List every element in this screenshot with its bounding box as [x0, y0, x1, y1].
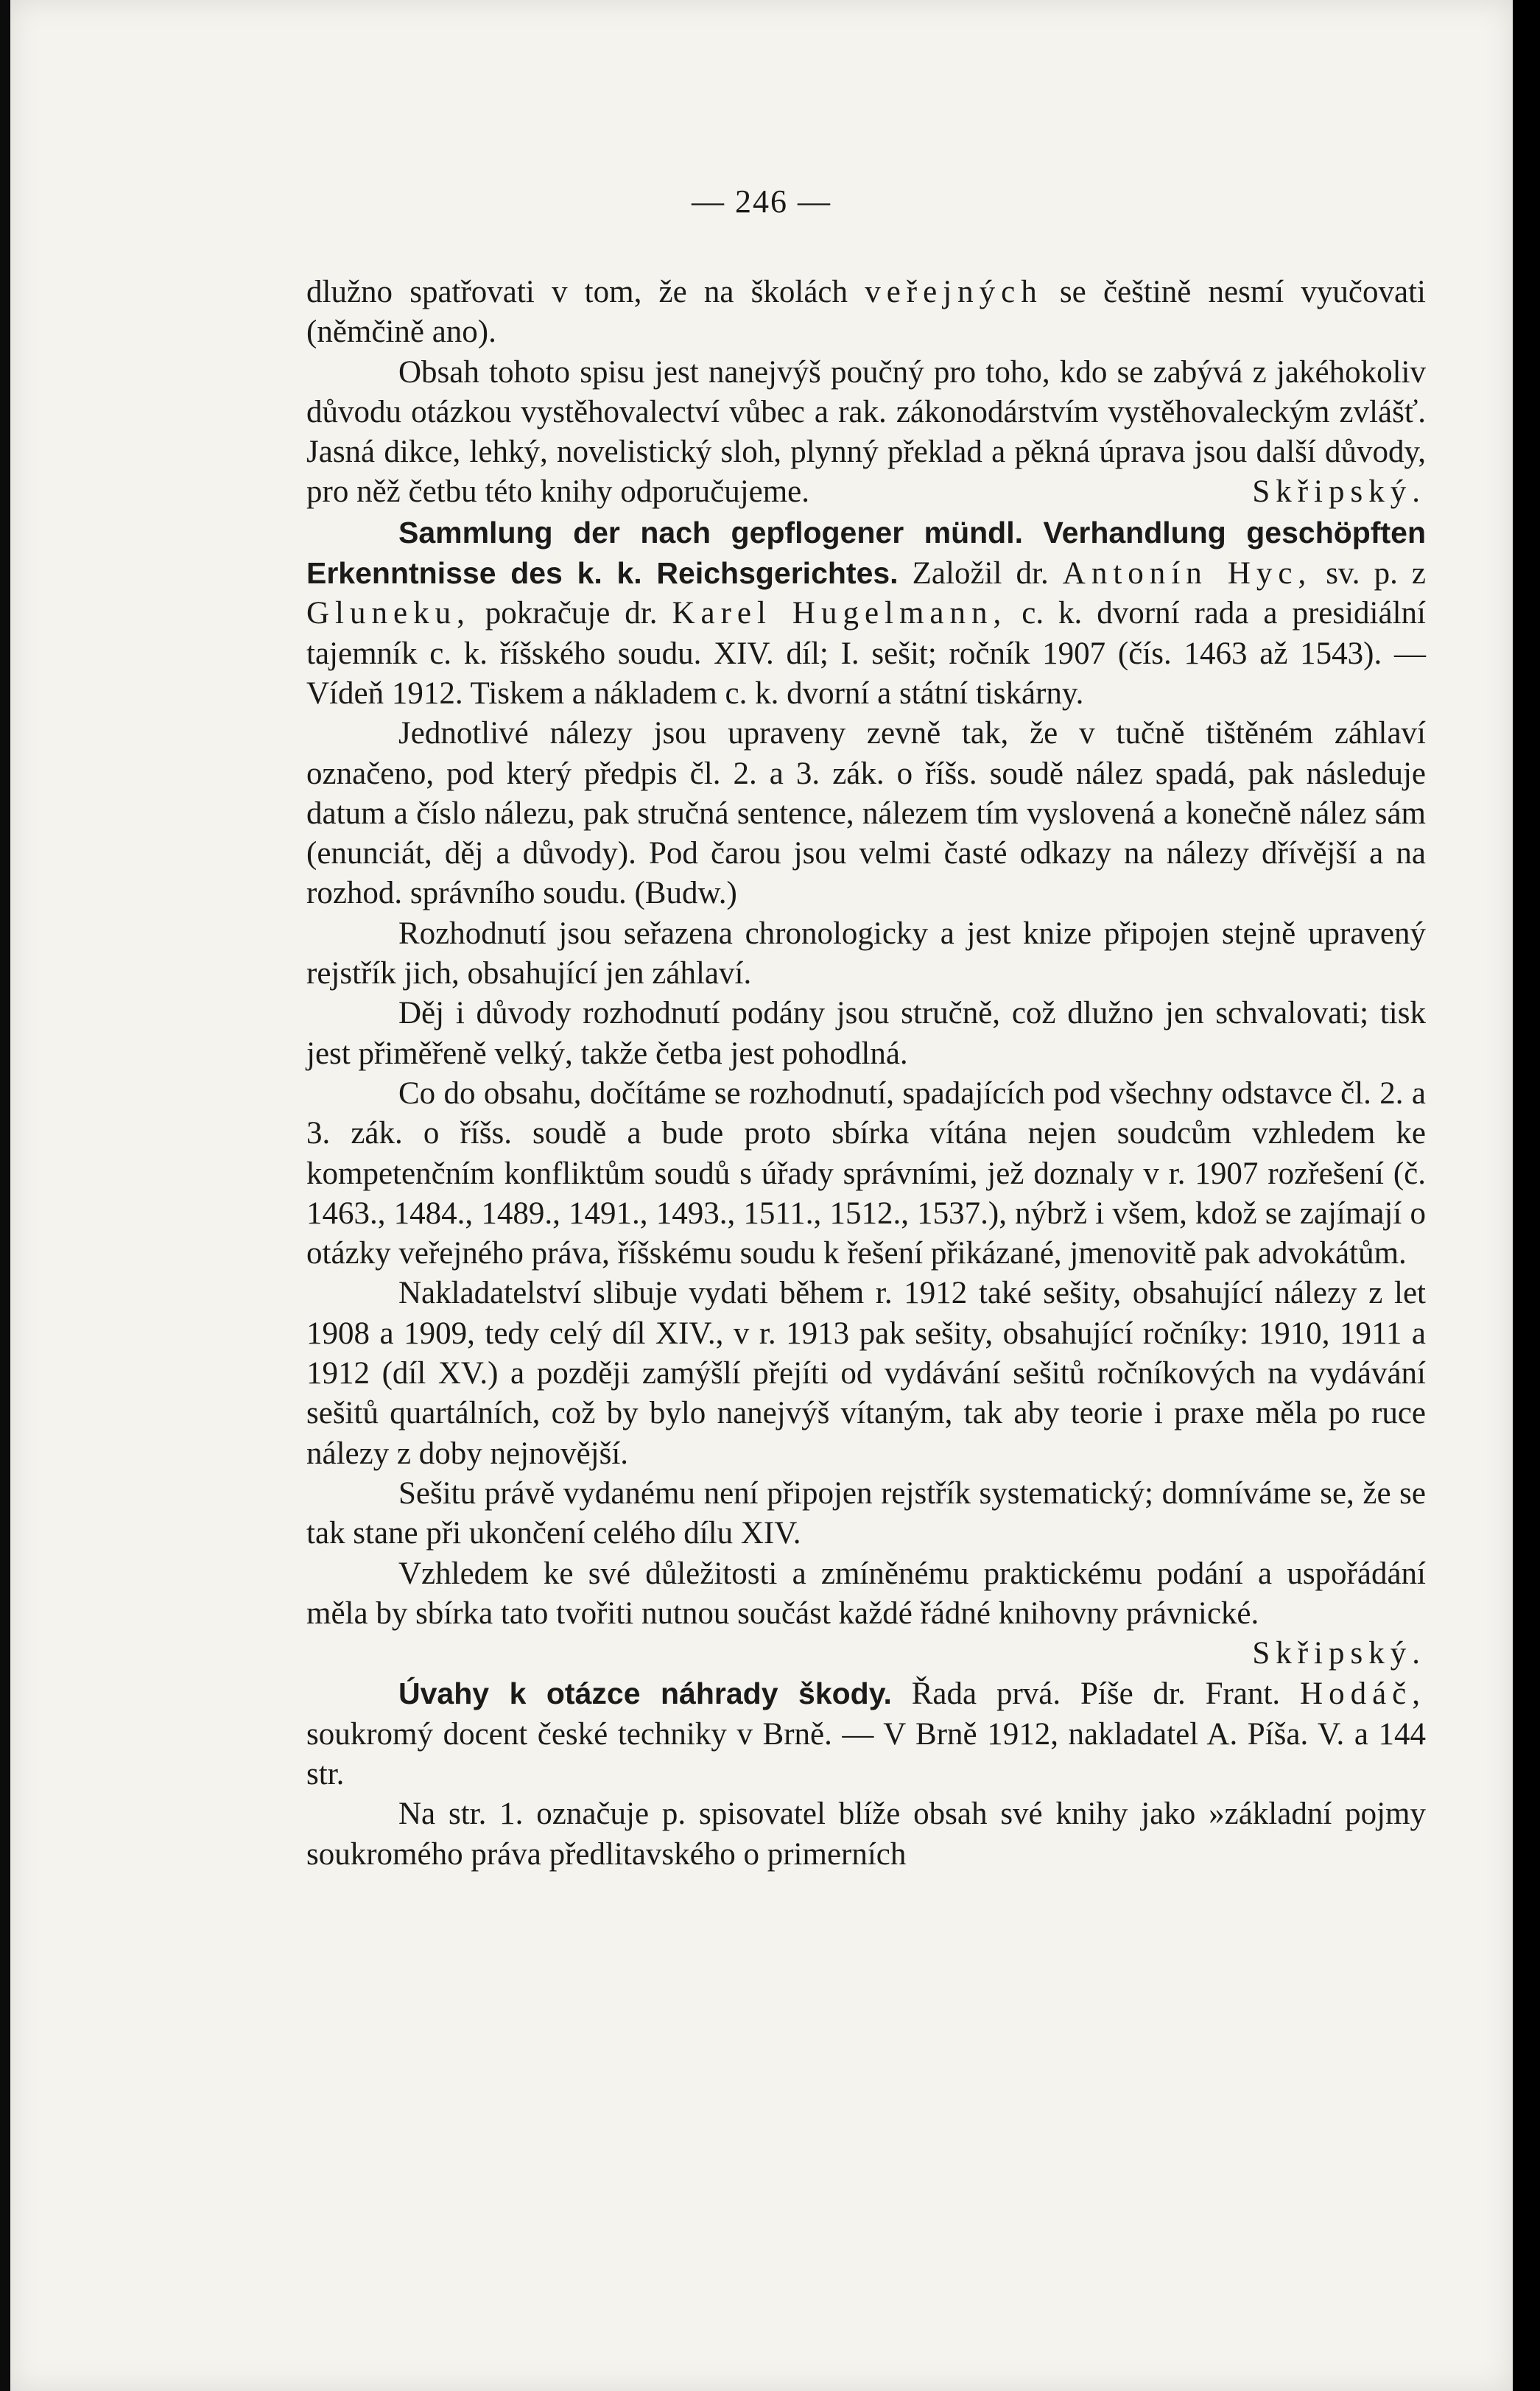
text-run: c. k. dvorní rada a presidiální tajemník c. k. říšského soudu. XIV. díl; I. sešit; ročník 1907 (čís. 1463 až 1543). — Vídeň 1912. Tiskem a nákladem c. k. dvorní a státní tiskárny.	[306, 596, 1426, 711]
spaced-name: Antonín Hyc,	[1062, 556, 1312, 591]
text-run: Děj i důvody rozhodnutí podány jsou stručně, což dlužno jen schvalovati; tisk jest přiměřeně velký, takže četba jest pohodlná.	[306, 996, 1426, 1071]
spaced-name: Karel Hugelmann,	[672, 596, 1008, 631]
paragraph-p4	[306, 714, 1426, 913]
text-run: Co do obsahu, dočítáme se rozhodnutí, spadajících pod všechny odstavce čl. 2. a 3. zák. o říšs. soudě a bude proto sbírka vítána nejen soudcům vzhledem ke kompetenčním konfliktům soudů s úřady správními, jež doznaly v r. 1907 rozřešení (č. 1463., 1484., 1489., 1491., 1493., 1511., 1512., 1537.), nýbrž i všem, kdož se zajímají o otázky veřejného práva, říšskému soudu k řešení přikázané, jmenovitě pak advokátům.	[306, 1075, 1426, 1271]
text-run: se češtině nesmí vyučovati (němčině ano).	[306, 275, 1426, 350]
reviewer-signature: Skřipský.	[1252, 474, 1426, 510]
text-run: dlužno spatřovati v tom, že na školách	[306, 275, 865, 309]
text-run: Obsah tohoto spisu jest nanejvýš poučný pro toho, kdo se zabývá z jakéhokoliv důvodu otázkou vystěhovalectví vůbec a rak. zákonodárstvím vystěhovaleckým zvlášť. Jasná dikce, lehký, novelistický sloh, plynný překlad a pěkná úprava jsou další důvody, pro něž četbu této knihy odporučujeme.	[306, 354, 1426, 510]
paragraph-p10	[306, 1554, 1426, 1674]
spaced-name: Gluneku,	[306, 596, 471, 631]
text-run: Rozhodnutí jsou seřazena chronologicky a jest knize připojen stejně upravený rejstřík jich, obsahující jen záhlaví.	[306, 916, 1426, 991]
bold-title: Sammlung der nach gepflogener mündl. Verhandlung geschöpften Erkenntnisse des k. k. Reichsgerichtes.	[306, 515, 1426, 591]
reviewer-signature: Skřipský.	[1252, 1636, 1426, 1671]
paragraph-p11	[306, 1674, 1426, 1794]
page-number: — 246 —	[692, 183, 831, 220]
paragraph-p6	[306, 994, 1426, 1074]
text-run: pokračuje dr.	[470, 596, 672, 631]
text-run: soukromý docent české techniky v Brně. — V Brně 1912, nakladatel A. Píša. V. a 144 str.	[306, 1716, 1426, 1791]
body-text	[306, 273, 1426, 1875]
text-run: Řada prvá. Píše dr. Frant.	[891, 1676, 1301, 1712]
text-run: Založil dr.	[898, 556, 1063, 591]
spaced-name: veřejných	[865, 275, 1043, 309]
scan-border	[1513, 0, 1540, 2391]
bold-title: Úvahy k otázce náhrady škody.	[398, 1676, 892, 1711]
paragraph-p5	[306, 914, 1426, 994]
text-run: Na str. 1. označuje p. spisovatel blíže obsah své knihy jako »základní pojmy soukromého práva předlitavského o primerních	[306, 1797, 1426, 1872]
scanned-page	[10, 0, 1513, 2391]
text-run: Sešitu právě vydanému není připojen rejstřík systematický; domníváme se, že se tak stane při ukončení celého dílu XIV.	[306, 1475, 1426, 1551]
paragraph-p2	[306, 353, 1426, 513]
text-run: Nakladatelství slibuje vydati během r. 1912 také sešity, obsahující nálezy z let 1908 a 1909, tedy celý díl XIV., v r. 1913 pak sešity, obsahující ročníky: 1910, 1911 a 1912 (díl XV.) a později zamýšlí přejíti od vydávání sešitů ročníkových na vydávání sešitů quartálních, což by bylo nanejvýš vítaným, tak aby teorie i praxe měla po ruce nálezy z doby nejnovější.	[306, 1276, 1426, 1471]
spaced-name: Hodáč,	[1300, 1676, 1426, 1712]
paragraph-p1	[306, 273, 1426, 353]
paragraph-p7	[306, 1074, 1426, 1274]
text-run: Jednotlivé nálezy jsou upraveny zevně tak, že v tučně tištěném záhlaví označeno, pod který předpis čl. 2. a 3. zák. o říšs. soudě nález spadá, pak následuje datum a číslo nálezu, pak stručná sentence, nálezem tím vyslovená a konečně nález sám (enunciát, děj a důvody). Pod čarou jsou velmi časté odkazy na nálezy dřívější a na rozhod. správního soudu. (Budw.)	[306, 716, 1426, 911]
text-run: sv. p. z	[1312, 556, 1426, 591]
paragraph-p9	[306, 1474, 1426, 1554]
paragraph-p8	[306, 1274, 1426, 1473]
paragraph-p3	[306, 513, 1426, 714]
text-run: Vzhledem ke své důležitosti a zmíněnému praktickému podání a uspořádání měla by sbírka tato tvořiti nutnou součást každé řádné knihovny právnické.	[306, 1556, 1426, 1631]
paragraph-p12	[306, 1794, 1426, 1875]
